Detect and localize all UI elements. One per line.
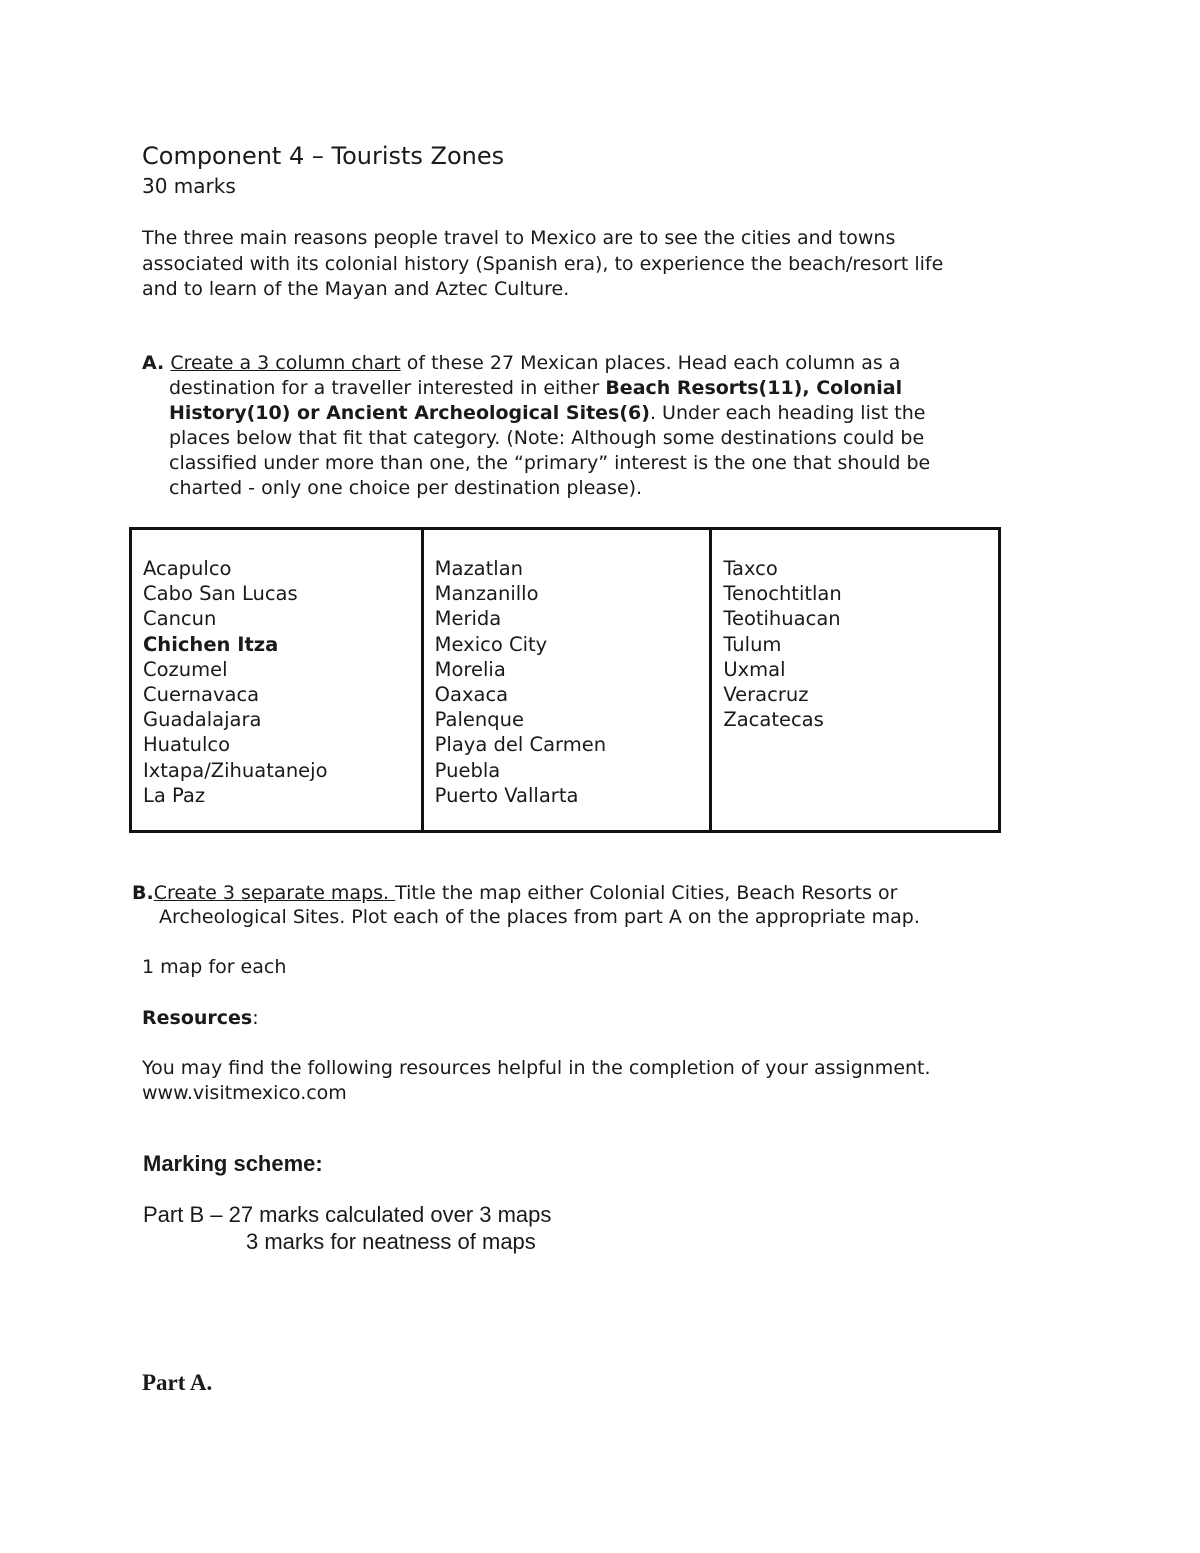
place-item: Cuernavaca [143, 683, 260, 707]
part-a-label: A. [142, 352, 165, 374]
place-item: Tenochtitlan [723, 582, 842, 606]
part-b-instructions [132, 881, 920, 929]
marks-total: 30 marks [142, 174, 236, 198]
place-item: Taxco [723, 557, 778, 580]
intro-line: and to learn of the Mayan and Aztec Culture. [142, 278, 570, 300]
part-b-text: Archeological Sites. Plot each of the places from part A on the appropriate map. [159, 906, 920, 928]
place-item: Cozumel [143, 657, 228, 681]
place-item: Chichen Itza [143, 632, 279, 656]
place-item: Playa del Carmen [434, 733, 607, 757]
marking-scheme-title: Marking scheme: [143, 1151, 323, 1176]
place-item: Zacatecas [723, 708, 824, 732]
places-column-2 [421, 530, 710, 830]
intro-paragraph [142, 226, 943, 303]
intro-line: associated with its colonial history (Spanish era), to experience the beach/resort life [142, 252, 944, 275]
place-item: Tulum [723, 632, 782, 656]
place-item: Puebla [434, 758, 501, 782]
resources-text: You may find the following resources helpful in the completion of your assignment. [142, 1057, 931, 1079]
intro-line: The three main reasons people travel to Mexico are to see the cities and towns [142, 227, 896, 249]
part-b-label: B. [132, 882, 154, 904]
place-item: Oaxaca [434, 683, 509, 707]
place-item: Guadalajara [143, 708, 262, 732]
resources-colon: : [252, 1007, 259, 1029]
place-item: Manzanillo [434, 582, 539, 606]
resources-heading [142, 1007, 259, 1029]
part-a-heading: Part A. [142, 1370, 213, 1395]
place-item: Cabo San Lucas [143, 582, 298, 606]
places-column-3 [709, 530, 998, 830]
part-a-text: places below that fit that category. (Note: Although some destinations could be [169, 427, 925, 449]
place-item: Morelia [434, 657, 506, 681]
place-item: Cancun [143, 607, 217, 631]
place-item: Puerto Vallarta [434, 783, 579, 807]
place-item: Teotihuacan [723, 607, 841, 631]
marking-scheme-line: Part B – 27 marks calculated over 3 maps [143, 1202, 552, 1227]
place-item: Merida [434, 607, 502, 631]
place-item: Palenque [434, 708, 525, 732]
part-b-text: Title the map either Colonial Cities, Beach Resorts or [395, 882, 898, 904]
part-a-instructions [142, 351, 930, 501]
part-a-text: classified under more than one, the “primary” interest is the one that should be [169, 452, 931, 474]
places-column-1 [132, 530, 421, 830]
place-item: Mexico City [434, 632, 548, 656]
resources-url: www.visitmexico.com [142, 1082, 347, 1104]
marking-scheme-line: 3 marks for neatness of maps [246, 1229, 536, 1254]
category-history-archeological: History(10) or Ancient Archeological Sites(6) [169, 402, 650, 424]
resources-label: Resources [142, 1007, 253, 1029]
part-a-task: Create a 3 column chart [170, 352, 401, 374]
place-item: Huatulco [143, 733, 231, 757]
place-item: Ixtapa/Zihuatanejo [143, 758, 328, 782]
place-item: Uxmal [723, 657, 786, 681]
part-a-text: . Under each heading list the [649, 402, 926, 424]
category-beach-colonial: Beach Resorts(11), Colonial [605, 377, 903, 399]
place-item: La Paz [143, 783, 206, 807]
part-b-task: Create 3 separate maps. [153, 882, 396, 904]
resources-paragraph [142, 1056, 931, 1106]
place-item: Acapulco [143, 557, 232, 580]
part-a-text: destination for a traveller interested in either [169, 377, 606, 399]
page-title: Component 4 – Tourists Zones [142, 142, 505, 170]
map-count-note: 1 map for each [142, 956, 287, 978]
place-item: Mazatlan [434, 557, 524, 580]
place-item: Veracruz [723, 683, 809, 707]
part-a-text: of these 27 Mexican places. Head each column as a [400, 352, 901, 374]
part-a-text: charted - only one choice per destination please). [169, 477, 643, 499]
places-table [129, 527, 1001, 833]
